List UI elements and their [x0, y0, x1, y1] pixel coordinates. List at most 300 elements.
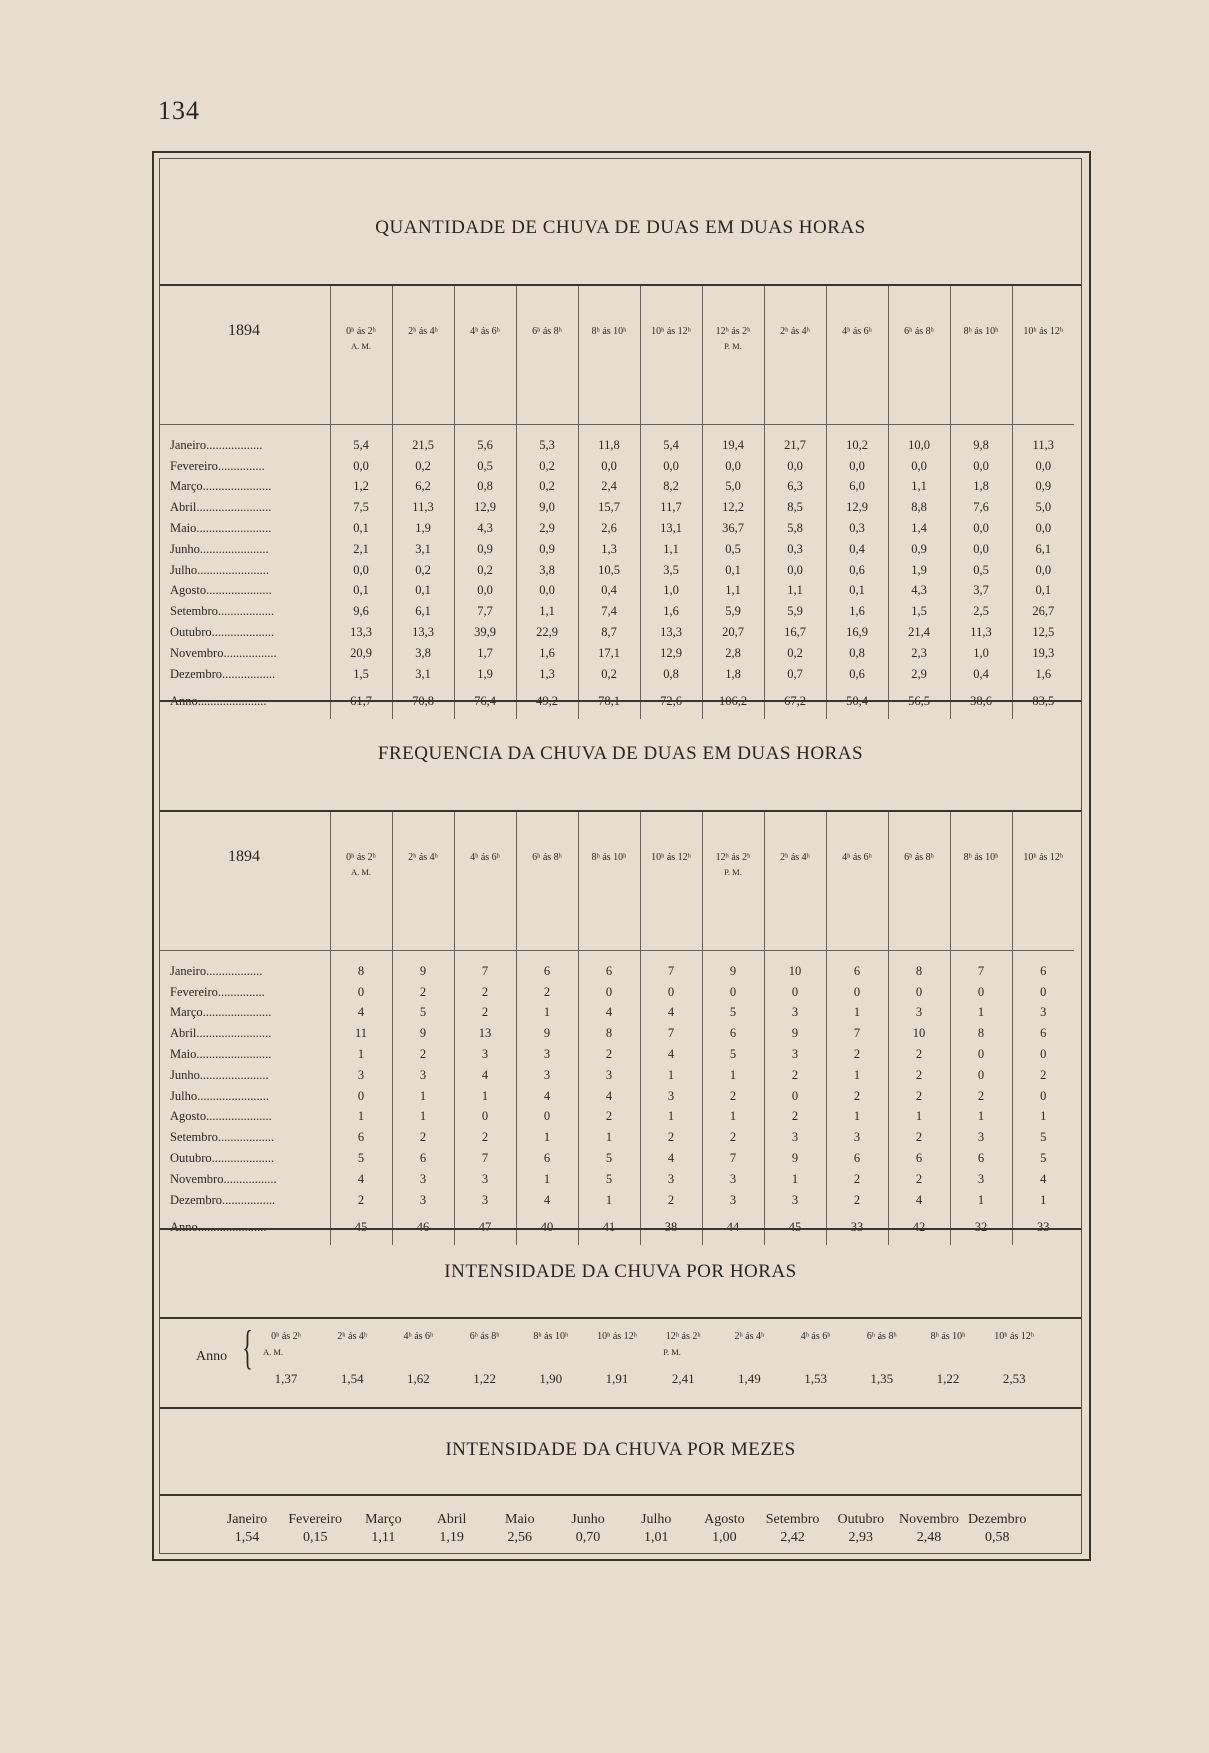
table-cell: 3: [764, 1127, 826, 1148]
month-intensity-value: 1,19: [439, 1530, 464, 1545]
total-cell: 72,6: [640, 685, 702, 719]
column-header: [640, 812, 702, 951]
table-cell: 6,1: [1012, 539, 1074, 560]
table-cell: 0,9: [454, 539, 516, 560]
table-cell: 3: [764, 1044, 826, 1065]
intensity-value: 1,22: [473, 1371, 496, 1386]
total-cell: 78,1: [578, 685, 640, 719]
table-row: [160, 477, 1074, 498]
column-header-label: 10ʰ ás 12ʰ: [1023, 326, 1064, 337]
table-row: [160, 1148, 1074, 1169]
table-cell: 5: [702, 1003, 764, 1024]
table-cell: 0,1: [392, 581, 454, 602]
intensity-value: 1,22: [936, 1371, 960, 1386]
table-cell: 3,8: [516, 560, 578, 581]
interval-header: 6ʰ ás 8ʰ: [469, 1331, 500, 1342]
table-cell: 1: [516, 1169, 578, 1190]
table-cell: 2,3: [888, 643, 950, 664]
table-cell: 22,9: [516, 622, 578, 643]
table-cell: 3,7: [950, 581, 1012, 602]
month-label: Abril........................: [170, 500, 272, 515]
table-cell: 2: [330, 1190, 392, 1211]
table-cell: 5,3: [516, 425, 578, 456]
table-cell: 8,5: [764, 497, 826, 518]
table-cell: 6: [1012, 1023, 1074, 1044]
table-row: [160, 456, 1074, 477]
table-row: [160, 1107, 1074, 1128]
table-cell: 5,9: [702, 601, 764, 622]
table-cell: 0,9: [888, 539, 950, 560]
month-name: Novembro: [899, 1512, 959, 1527]
table-cell: 10,0: [888, 425, 950, 456]
table-cell: 0: [950, 1044, 1012, 1065]
table-cell: 6: [330, 1127, 392, 1148]
month-label: Janeiro..................: [170, 963, 263, 978]
total-cell: 45: [764, 1211, 826, 1245]
table-cell: 0,2: [392, 560, 454, 581]
table-cell: 10,2: [826, 425, 888, 456]
table-cell: 1,0: [950, 643, 1012, 664]
table-cell: 0,9: [1012, 477, 1074, 498]
table-cell: 5,4: [330, 425, 392, 456]
month-name: Outubro: [837, 1512, 885, 1527]
month-intensity-value: 2,56: [507, 1530, 533, 1545]
table-cell: 2: [578, 1044, 640, 1065]
table-cell: 0,1: [330, 518, 392, 539]
intensity-value: 1,53: [804, 1371, 827, 1386]
am-label: A. M.: [263, 1347, 284, 1357]
table-cell: 0,5: [454, 456, 516, 477]
table-cell: 3: [950, 1127, 1012, 1148]
table-cell: 5: [1012, 1148, 1074, 1169]
am-label: A. M.: [350, 341, 372, 351]
table-cell: 1,4: [888, 518, 950, 539]
header-row: [160, 286, 1074, 425]
month-intensity-value: 2,93: [848, 1530, 874, 1545]
table-cell: 3: [640, 1086, 702, 1107]
table-cell: 6: [888, 1148, 950, 1169]
table-cell: 5: [1012, 1127, 1074, 1148]
table-row: [160, 664, 1074, 685]
month-label: Agosto.....................: [170, 583, 272, 598]
table-cell: 4: [516, 1086, 578, 1107]
table-cell: 10,5: [578, 560, 640, 581]
table-cell: 0: [578, 982, 640, 1003]
month-label: Junho......................: [170, 541, 269, 556]
table-cell: 3: [454, 1044, 516, 1065]
table-cell: 4: [578, 1003, 640, 1024]
table-cell: 0,1: [702, 560, 764, 581]
intensity-value: 1,91: [605, 1371, 629, 1386]
month-label: Fevereiro...............: [170, 458, 265, 473]
table-cell: 0,0: [950, 518, 1012, 539]
table-cell: 11,3: [1012, 425, 1074, 456]
am-label: A. M.: [350, 867, 372, 877]
table-row: [160, 1169, 1074, 1190]
table-cell: 19,3: [1012, 643, 1074, 664]
table-cell: 1: [578, 1127, 640, 1148]
column-header-label: 10ʰ ás 12ʰ: [651, 852, 691, 863]
table-cell: 6,2: [392, 477, 454, 498]
table-cell: 4: [330, 1003, 392, 1024]
table-cell: 1,3: [516, 664, 578, 685]
table-cell: 9: [702, 951, 764, 982]
table-cell: 13,3: [640, 622, 702, 643]
table-cell: 5: [578, 1148, 640, 1169]
interval-header: 4ʰ ás 6ʰ: [800, 1331, 831, 1342]
column-header: [392, 286, 454, 425]
month-intensity-value: 0,58: [984, 1530, 1010, 1545]
table-cell: 39,9: [454, 622, 516, 643]
table-cell: 3: [330, 1065, 392, 1086]
table-cell: 4: [1012, 1169, 1074, 1190]
table-cell: 2: [888, 1065, 950, 1086]
table-cell: 3,1: [392, 539, 454, 560]
table-cell: 26,7: [1012, 601, 1074, 622]
month-intensity-value: 1,01: [643, 1530, 669, 1545]
table-cell: 1: [826, 1107, 888, 1128]
table-cell: 2,9: [888, 664, 950, 685]
table-cell: 0,2: [454, 560, 516, 581]
table-cell: 0,2: [578, 664, 640, 685]
table-row: [160, 1086, 1074, 1107]
month-label: Janeiro..................: [170, 437, 263, 452]
table-row: [160, 982, 1074, 1003]
table-cell: 0,2: [516, 477, 578, 498]
table-cell: 0,2: [764, 643, 826, 664]
table-cell: 1,0: [640, 581, 702, 602]
total-cell: 44: [702, 1211, 764, 1245]
month-label: Março......................: [170, 479, 272, 494]
table-cell: 1: [640, 1107, 702, 1128]
month-label: Setembro..................: [170, 1130, 275, 1145]
column-header-label: 8ʰ ás 10ʰ: [963, 852, 999, 863]
month-name: Abril: [436, 1512, 467, 1527]
month-intensity-value: 2,48: [916, 1530, 942, 1545]
month-intensity-value: 2,42: [780, 1530, 805, 1545]
table-cell: 0,1: [1012, 581, 1074, 602]
column-header-label: 6ʰ ás 8ʰ: [532, 326, 562, 337]
table-cell: 0: [516, 1107, 578, 1128]
table-cell: 5,8: [764, 518, 826, 539]
table-cell: 2: [826, 1190, 888, 1211]
interval-header: 10ʰ ás 12ʰ: [994, 1331, 1035, 1342]
table-cell: 1: [1012, 1107, 1074, 1128]
table-cell: 3,1: [392, 664, 454, 685]
table-cell: 8,7: [578, 622, 640, 643]
intensity-value: 1,62: [407, 1371, 430, 1386]
table-cell: 0,1: [330, 581, 392, 602]
table-cell: 4: [578, 1086, 640, 1107]
divider: [160, 1228, 1081, 1230]
column-header-label: 2ʰ ás 4ʰ: [408, 852, 438, 863]
intensity-value: 2,53: [1002, 1371, 1026, 1386]
table-cell: 0,4: [578, 581, 640, 602]
table-cell: 11,8: [578, 425, 640, 456]
table-cell: 0: [640, 982, 702, 1003]
month-name: Janeiro: [226, 1512, 268, 1527]
table-cell: 2: [640, 1127, 702, 1148]
total-cell: 106,2: [702, 685, 764, 719]
column-header: [702, 286, 764, 425]
column-header-label: 2ʰ ás 4ʰ: [780, 852, 810, 863]
total-label: Anno......................: [170, 1220, 267, 1235]
table-cell: 3: [578, 1065, 640, 1086]
table-cell: 15,7: [578, 497, 640, 518]
table-cell: 5,9: [764, 601, 826, 622]
table-cell: 3: [764, 1003, 826, 1024]
table-cell: 9,6: [330, 601, 392, 622]
table-cell: 7,4: [578, 601, 640, 622]
table-cell: 6: [950, 1148, 1012, 1169]
divider: [160, 1317, 1081, 1319]
column-header: [516, 812, 578, 951]
table-cell: 7: [454, 1148, 516, 1169]
month-label: Maio........................: [170, 521, 272, 536]
month-intensity-value: 1,54: [234, 1530, 260, 1545]
total-cell: 41: [578, 1211, 640, 1245]
interval-header: 12ʰ ás 2ʰ: [665, 1331, 701, 1342]
table-cell: 1: [702, 1065, 764, 1086]
pm-label: P. M.: [724, 341, 742, 351]
table-cell: 2: [826, 1044, 888, 1065]
column-header-label: 4ʰ ás 6ʰ: [842, 852, 872, 863]
table-cell: 9,8: [950, 425, 1012, 456]
table-cell: 0,7: [764, 664, 826, 685]
table-cell: 13,3: [392, 622, 454, 643]
total-cell: 70,8: [392, 685, 454, 719]
table-cell: 5: [330, 1148, 392, 1169]
table-cell: 0,2: [516, 456, 578, 477]
table-cell: 21,7: [764, 425, 826, 456]
table-cell: 7: [826, 1023, 888, 1044]
table-cell: 3: [392, 1169, 454, 1190]
table-cell: 1,6: [640, 601, 702, 622]
table-cell: 1: [392, 1107, 454, 1128]
table-cell: 21,4: [888, 622, 950, 643]
table-cell: 19,4: [702, 425, 764, 456]
table-cell: 0,0: [888, 456, 950, 477]
month-name: Março: [365, 1512, 402, 1527]
table-cell: 1,1: [640, 539, 702, 560]
table-cell: 11,3: [950, 622, 1012, 643]
intensity-value: 1,49: [738, 1371, 761, 1386]
table-cell: 1,9: [454, 664, 516, 685]
table-cell: 0: [1012, 982, 1074, 1003]
table-cell: 1: [950, 1107, 1012, 1128]
month-label: Julho.......................: [170, 562, 269, 577]
table-cell: 20,9: [330, 643, 392, 664]
table-cell: 11: [330, 1023, 392, 1044]
table-cell: 9: [764, 1148, 826, 1169]
column-header-label: 6ʰ ás 8ʰ: [904, 852, 934, 863]
month-label: Fevereiro...............: [170, 984, 265, 999]
column-header-label: 12ʰ ás 2ʰ: [715, 852, 751, 863]
table-cell: 1,8: [950, 477, 1012, 498]
table-cell: 4: [516, 1190, 578, 1211]
table-cell: 1,6: [516, 643, 578, 664]
table-frame: [152, 151, 1091, 1561]
month-label: Maio........................: [170, 1047, 272, 1062]
table-cell: 2: [826, 1169, 888, 1190]
table-cell: 36,7: [702, 518, 764, 539]
table-cell: 3: [516, 1065, 578, 1086]
table-cell: 6: [826, 1148, 888, 1169]
table-cell: 0,5: [950, 560, 1012, 581]
table-cell: 5,4: [640, 425, 702, 456]
column-header-label: 10ʰ ás 12ʰ: [651, 326, 691, 337]
quantity-title: QUANTIDADE DE CHUVA DE DUAS EM DUAS HORAS: [375, 217, 866, 238]
table-cell: 2: [702, 1086, 764, 1107]
table-cell: 0,3: [764, 539, 826, 560]
table-cell: 6,3: [764, 477, 826, 498]
table-cell: 1: [764, 1169, 826, 1190]
table-cell: 1: [330, 1107, 392, 1128]
anno-label: Anno: [196, 1349, 228, 1364]
pm-label: P. M.: [724, 867, 742, 877]
table-cell: 0,2: [392, 456, 454, 477]
table-cell: 0: [702, 982, 764, 1003]
table-cell: 12,9: [454, 497, 516, 518]
table-cell: 0,1: [826, 581, 888, 602]
table-cell: 0,0: [454, 581, 516, 602]
table-cell: 1,7: [454, 643, 516, 664]
column-header-label: 8ʰ ás 10ʰ: [591, 852, 627, 863]
table-row: [160, 518, 1074, 539]
month-name: Junho: [571, 1512, 605, 1527]
table-cell: 0,0: [1012, 518, 1074, 539]
table-row: [160, 622, 1074, 643]
table-cell: 3,8: [392, 643, 454, 664]
table-cell: 1: [330, 1044, 392, 1065]
table-cell: 21,5: [392, 425, 454, 456]
month-label: Dezembro.................: [170, 1192, 276, 1207]
table-cell: 2: [392, 1127, 454, 1148]
table-row: [160, 643, 1074, 664]
table-cell: 3: [764, 1190, 826, 1211]
table-cell: 0,0: [516, 581, 578, 602]
table-cell: 1: [640, 1065, 702, 1086]
table-cell: 7,7: [454, 601, 516, 622]
table-cell: 2: [764, 1065, 826, 1086]
column-header: [826, 812, 888, 951]
table-cell: 1: [826, 1003, 888, 1024]
table-cell: 1: [1012, 1190, 1074, 1211]
table-cell: 9: [392, 951, 454, 982]
column-header: [330, 286, 392, 425]
table-cell: 2,1: [330, 539, 392, 560]
column-header: [950, 812, 1012, 951]
intensity-value: 2,41: [671, 1371, 695, 1386]
table-cell: 6: [392, 1148, 454, 1169]
table-cell: 8: [330, 951, 392, 982]
table-cell: 2: [516, 982, 578, 1003]
total-cell: 76,4: [454, 685, 516, 719]
column-header-label: 4ʰ ás 6ʰ: [470, 326, 500, 337]
column-header-label: 2ʰ ás 4ʰ: [408, 326, 438, 337]
table-cell: 0,0: [330, 456, 392, 477]
table-cell: 7: [702, 1148, 764, 1169]
table-cell: 2,9: [516, 518, 578, 539]
total-cell: 49,2: [516, 685, 578, 719]
column-header-label: 8ʰ ás 10ʰ: [963, 326, 999, 337]
frequency-table: [160, 812, 1074, 1245]
table-cell: 1: [516, 1003, 578, 1024]
table-cell: 1: [826, 1065, 888, 1086]
table-cell: 6: [826, 951, 888, 982]
year-label: 1894: [160, 286, 330, 425]
table-cell: 0,8: [454, 477, 516, 498]
table-cell: 2: [640, 1190, 702, 1211]
table-cell: 2,5: [950, 601, 1012, 622]
intensity-value: 1,37: [274, 1371, 298, 1386]
table-cell: 2: [578, 1107, 640, 1128]
table-cell: 5: [392, 1003, 454, 1024]
month-label: Abril........................: [170, 1026, 272, 1041]
table-cell: 4,3: [888, 581, 950, 602]
month-label: Agosto.....................: [170, 1109, 272, 1124]
month-intensity-value: 1,00: [712, 1530, 737, 1545]
table-row: [160, 1065, 1074, 1086]
interval-header: 8ʰ ás 10ʰ: [930, 1331, 966, 1342]
table-cell: 4,3: [454, 518, 516, 539]
table-cell: 16,7: [764, 622, 826, 643]
table-cell: 0,0: [764, 456, 826, 477]
year-label: 1894: [160, 812, 330, 951]
table-cell: 17,1: [578, 643, 640, 664]
table-cell: 0,0: [950, 456, 1012, 477]
month-name: Fevereiro: [288, 1512, 343, 1527]
brace-icon: {: [242, 1321, 253, 1374]
column-header-label: 4ʰ ás 6ʰ: [842, 326, 872, 337]
column-header: [826, 286, 888, 425]
table-cell: 3: [640, 1169, 702, 1190]
table-cell: 6: [516, 1148, 578, 1169]
total-cell: 40: [516, 1211, 578, 1245]
interval-header: 6ʰ ás 8ʰ: [866, 1331, 897, 1342]
table-cell: 0: [950, 982, 1012, 1003]
table-cell: 7: [454, 951, 516, 982]
table-cell: 9: [516, 1023, 578, 1044]
table-cell: 7,6: [950, 497, 1012, 518]
table-cell: 1,9: [888, 560, 950, 581]
column-header: [640, 286, 702, 425]
column-header: [454, 286, 516, 425]
table-cell: 2: [454, 1003, 516, 1024]
column-header: [1012, 286, 1074, 425]
table-cell: 2: [888, 1127, 950, 1148]
table-cell: 2: [888, 1169, 950, 1190]
column-header-label: 0ʰ ás 2ʰ: [346, 326, 376, 337]
table-cell: 3: [392, 1190, 454, 1211]
table-cell: 0,8: [826, 643, 888, 664]
table-row: [160, 601, 1074, 622]
table-cell: 0,0: [1012, 560, 1074, 581]
table-cell: 1: [888, 1107, 950, 1128]
table-cell: 7,5: [330, 497, 392, 518]
table-row: [160, 560, 1074, 581]
table-cell: 2: [1012, 1065, 1074, 1086]
table-cell: 1,1: [516, 601, 578, 622]
table-cell: 6,1: [392, 601, 454, 622]
table-row: [160, 1003, 1074, 1024]
table-cell: 3: [826, 1127, 888, 1148]
total-cell: 67,2: [764, 685, 826, 719]
table-cell: 0,4: [826, 539, 888, 560]
table-cell: 1: [578, 1190, 640, 1211]
table-cell: 9: [392, 1023, 454, 1044]
total-cell: 83,5: [1012, 685, 1074, 719]
